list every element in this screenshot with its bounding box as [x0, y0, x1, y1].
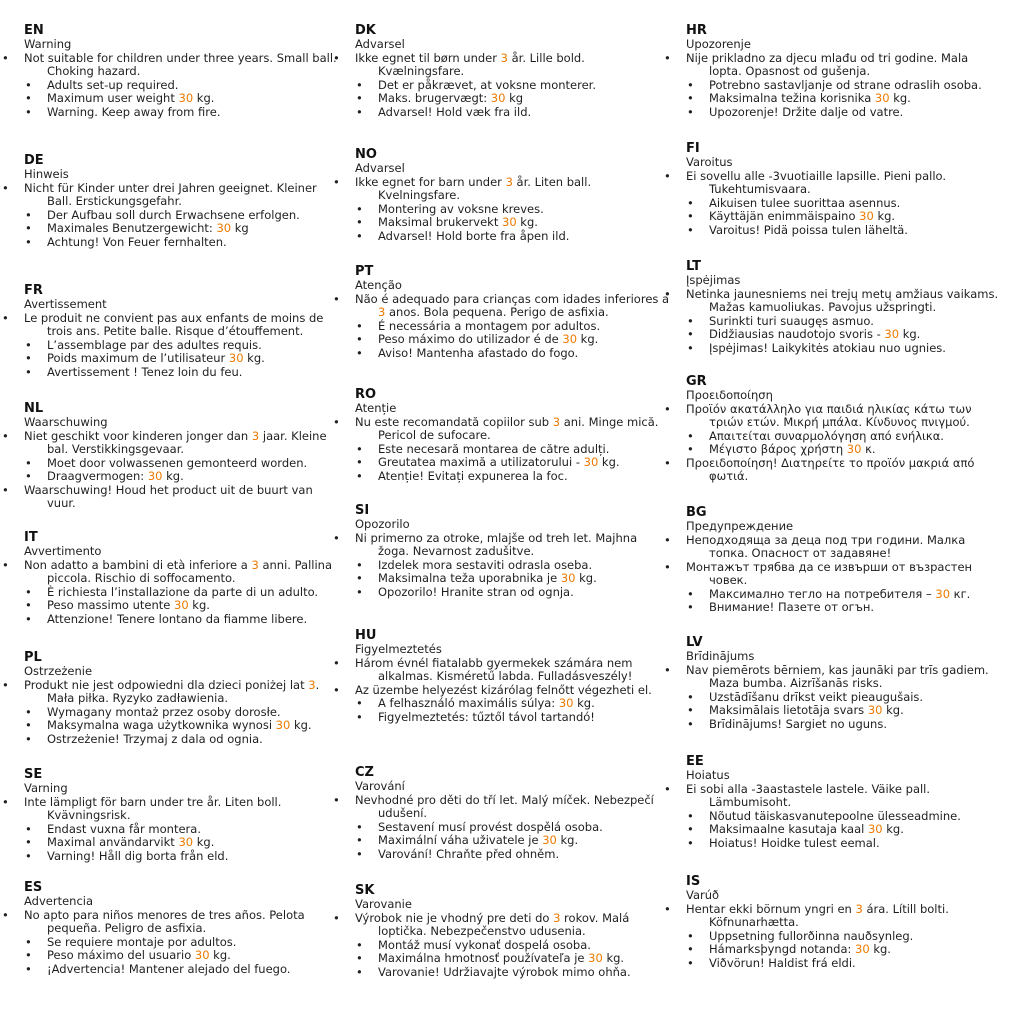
- section-ee: [686, 755, 1002, 850]
- highlighted-number: 30: [174, 598, 189, 612]
- warning-heading: Varning: [24, 781, 68, 795]
- warning-item: • A felhasználó maximális súlya: 30 kg.: [355, 697, 671, 711]
- section-si: [355, 504, 671, 599]
- warning-item: • Προϊόν ακατάλληλο για παιδιά ηλικίας κάτω των τριών ετών. Μικρή μπάλα. Κίνδυνος πνιγμού.: [686, 403, 1002, 430]
- warning-item: • Nõutud täiskasvanutepoolne ülesseadmine.: [686, 810, 1002, 824]
- warning-item: • Maks. brugervægt: 30 kg: [355, 92, 671, 106]
- highlighted-number: 30: [867, 822, 883, 836]
- highlighted-number: 30: [216, 221, 232, 235]
- warning-item: • Maximální váha uživatele je 30 kg.: [355, 834, 671, 848]
- warning-item: • Maximales Benutzergewicht: 30 kg: [24, 222, 340, 236]
- warning-item: • Montering av voksne kreves.: [355, 203, 671, 217]
- section-no: [355, 148, 671, 243]
- warning-heading: Προειδοποίηση: [686, 388, 773, 402]
- highlighted-number: 3: [553, 910, 561, 925]
- language-code: ES: [24, 880, 43, 895]
- warning-item: • Der Aufbau soll durch Erwachsene erfolgen.: [24, 209, 340, 223]
- warning-heading: Avertissement: [24, 297, 107, 311]
- warning-item: • Προειδοποίηση! Διατηρείτε το προϊόν μακριά από φωτιά.: [686, 457, 1002, 484]
- warning-item: • Απαιτείται συναρμολόγηση από ενήλικα.: [686, 430, 1002, 444]
- highlighted-number: 30: [562, 332, 578, 346]
- highlighted-number: 3: [251, 428, 260, 443]
- warning-item: • Nav piemērots bērniem, kas jaunāki par trīs gadiem. Maza bumba. Aizrīšanās risks.: [686, 664, 1002, 691]
- warning-item: • Moet door volwassenen gemonteerd worden.: [24, 457, 340, 471]
- warning-item: • Izdelek mora sestaviti odrasla oseba.: [355, 559, 671, 573]
- warning-heading: Hinweis: [24, 167, 69, 181]
- highlighted-number: 30: [194, 948, 210, 962]
- section-lv: [686, 636, 1002, 731]
- warning-item: • Montáž musí vykonať dospelá osoba.: [355, 939, 671, 953]
- warning-item: • Varning! Håll dig borta från eld.: [24, 850, 340, 864]
- warning-item: • Maksimālais lietotāja svars 30 kg.: [686, 704, 1002, 718]
- warning-heading: Atenção: [355, 278, 402, 292]
- highlighted-number: 30: [502, 215, 517, 229]
- warning-item: • Ostrzeżenie! Trzymaj z dala od ognia.: [24, 733, 340, 747]
- warning-item: • ¡Advertencia! Mantener alejado del fuego.: [24, 963, 340, 977]
- warning-item: • Ikke egnet for barn under 3 år. Liten ball. Kvelningsfare.: [355, 176, 671, 203]
- highlighted-number: 30: [558, 696, 574, 710]
- language-code: LT: [686, 259, 701, 274]
- warning-item: • Aikuisen tulee suorittaa asennus.: [686, 197, 1002, 211]
- warning-item: • Achtung! Von Feuer fernhalten.: [24, 236, 340, 250]
- warning-item: • Nevhodné pro děti do tří let. Malý míček. Nebezpečí udušení.: [355, 794, 671, 821]
- section-dk: [355, 24, 671, 119]
- warning-item: • Aviso! Mantenha afastado do fogo.: [355, 347, 671, 361]
- warning-heading: Advarsel: [355, 161, 405, 175]
- section-se: [24, 768, 340, 863]
- section-es: [24, 881, 340, 976]
- highlighted-number: 30: [846, 442, 862, 456]
- highlighted-number: 30: [178, 835, 194, 849]
- warning-item: • Atenție! Evitați expunerea la foc.: [355, 470, 671, 484]
- warning-item: • Advarsel! Hold borte fra åpen ild.: [355, 230, 671, 244]
- warning-item: • Figyelmeztetés: tűztől távol tartandó!: [355, 711, 671, 725]
- language-code: HU: [355, 628, 377, 643]
- warning-heading: Varování: [355, 779, 405, 793]
- warning-item: • Este necesară montarea de către adulți.: [355, 443, 671, 457]
- section-de: [24, 154, 340, 249]
- warning-item: • Varování! Chraňte před ohněm.: [355, 848, 671, 862]
- language-code: EE: [686, 754, 704, 769]
- language-code: LV: [686, 635, 703, 650]
- warning-item: • Μέγιστο βάρος χρήστη 30 κ.: [686, 443, 1002, 457]
- warning-heading: Upozorenje: [686, 37, 751, 51]
- warning-item: • È richiesta l’installazione da parte di un adulto.: [24, 586, 340, 600]
- warning-item: • Not suitable for children under three years. Small ball. Choking hazard.: [24, 52, 340, 79]
- warning-item: • Maximal användarvikt 30 kg.: [24, 836, 340, 850]
- section-lt: [686, 260, 1002, 355]
- warning-item: • Warning. Keep away from fire.: [24, 106, 340, 120]
- highlighted-number: 3: [855, 901, 863, 916]
- warning-item: • Монтажът трябва да се извърши от възрастен човек.: [686, 561, 1002, 588]
- warning-item: • Advarsel! Hold væk fra ild.: [355, 106, 671, 120]
- warning-item: • Maksimaalne kasutaja kaal 30 kg.: [686, 823, 1002, 837]
- section-fr: [24, 284, 340, 379]
- warning-item: • Максимално тегло на потребителя – 30 кг.: [686, 588, 1002, 602]
- section-ro: [355, 388, 671, 483]
- warning-item: • Upozorenje! Držite dalje od vatre.: [686, 106, 1002, 120]
- highlighted-number: 30: [178, 91, 194, 105]
- warning-item: • Viðvörun! Haldist frá eldi.: [686, 957, 1002, 971]
- highlighted-number: 3: [378, 305, 386, 319]
- warning-item: • Didžiausias naudotojo svoris - 30 kg.: [686, 328, 1002, 342]
- highlighted-number: 30: [935, 586, 951, 601]
- warning-heading: Предупреждение: [686, 519, 794, 533]
- warning-item: • Waarschuwing! Houd het product uit de buurt van vuur.: [24, 484, 340, 511]
- section-bg: [686, 506, 1002, 615]
- warning-item: • Nu este recomandată copiilor sub 3 ani. Minge mică. Pericol de sufocare.: [355, 416, 671, 443]
- warning-heading: Warning: [24, 37, 72, 51]
- warning-item: • Endast vuxna får montera.: [24, 823, 340, 837]
- language-code: FR: [24, 283, 43, 298]
- warning-item: • Se requiere montaje por adultos.: [24, 936, 340, 950]
- language-code: NO: [355, 147, 377, 162]
- warning-item: • Maximum user weight 30 kg.: [24, 92, 340, 106]
- language-code: HR: [686, 23, 707, 38]
- warning-item: • Netinka jaunesniems nei trejų metų amžiaus vaikams. Mažas kamuoliukas. Pavojus užspringti.: [686, 288, 1002, 315]
- highlighted-number: 30: [583, 455, 599, 469]
- section-gr: [686, 375, 1002, 484]
- highlighted-number: 30: [588, 951, 603, 965]
- warning-item: • Le produit ne convient pas aux enfants de moins de trois ans. Petite balle. Risque d’étouffement.: [24, 312, 340, 339]
- warning-heading: Hoiatus: [686, 768, 730, 782]
- warning-item: • Niet geschikt voor kinderen jonger dan 3 jaar. Kleine bal. Verstikkingsgevaar.: [24, 430, 340, 457]
- warning-item: • Sestavení musí provést dospělá osoba.: [355, 821, 671, 835]
- warning-item: • Maksimalna teža uporabnika je 30 kg.: [355, 572, 671, 586]
- language-code: CZ: [355, 765, 374, 780]
- warning-item: • Maksimalna težina korisnika 30 kg.: [686, 92, 1002, 106]
- language-code: IT: [24, 530, 38, 545]
- section-it: [24, 531, 340, 626]
- warning-item: • Varovanie! Udržiavajte výrobok mimo ohňa.: [355, 966, 671, 980]
- warning-item: • Az üzembe helyezést kizárólag felnőtt végezheti el.: [355, 684, 671, 698]
- highlighted-number: 30: [859, 209, 874, 223]
- section-pl: [24, 651, 340, 746]
- section-hr: [686, 24, 1002, 119]
- highlighted-number: 30: [542, 833, 557, 847]
- warning-item: • Неподходяща за деца под три години. Малка топка. Опасност от задавяне!: [686, 534, 1002, 561]
- language-code: DE: [24, 153, 44, 168]
- warning-heading: Advertencia: [24, 894, 94, 908]
- warning-item: • Wymagany montaż przez osoby dorosłe.: [24, 706, 340, 720]
- section-nl: [24, 402, 340, 511]
- warning-item: • Hoiatus! Hoidke tulest eemal.: [686, 837, 1002, 851]
- highlighted-number: 3: [505, 174, 513, 189]
- warning-item: • Käyttäjän enimmäispaino 30 kg.: [686, 210, 1002, 224]
- warning-item: • Ni primerno za otroke, mlajše od treh let. Majhna žoga. Nevarnost zadušitve.: [355, 532, 671, 559]
- warning-item: • Det er påkrævet, at voksne monterer.: [355, 79, 671, 93]
- warning-heading: Varúð: [686, 888, 720, 902]
- language-code: EN: [24, 23, 44, 38]
- highlighted-number: 3: [251, 557, 259, 572]
- language-code: DK: [355, 23, 376, 38]
- highlighted-number: 30: [147, 469, 163, 483]
- warning-item: • Peso massimo utente 30 kg.: [24, 599, 340, 613]
- warning-heading: Varovanie: [355, 897, 412, 911]
- warning-item: • Varoitus! Pidä poissa tulen läheltä.: [686, 224, 1002, 238]
- highlighted-number: 3: [552, 414, 561, 429]
- warning-item: • Attenzione! Tenere lontano da fiamme libere.: [24, 613, 340, 627]
- warning-item: • Uppsetning fullorðinna nauðsynleg.: [686, 930, 1002, 944]
- warning-heading: Varoitus: [686, 155, 733, 169]
- language-code: SE: [24, 767, 43, 782]
- highlighted-number: 30: [490, 91, 506, 105]
- warning-item: • Nicht für Kinder unter drei Jahren geeignet. Kleiner Ball. Erstickungsgefahr.: [24, 182, 340, 209]
- warning-item: • Avertissement ! Tenez loin du feu.: [24, 366, 340, 380]
- language-code: BG: [686, 505, 707, 520]
- highlighted-number: 30: [560, 571, 576, 585]
- language-code: SI: [355, 503, 370, 518]
- warning-item: • L’assemblage par des adultes requis.: [24, 339, 340, 353]
- warning-item: • Įspėjimas! Laikykitės atokiau nuo ugnies.: [686, 342, 1002, 356]
- section-cz: [355, 766, 671, 861]
- section-hu: [355, 629, 671, 724]
- section-sk: [355, 884, 671, 979]
- warning-item: • Внимание! Пазете от огън.: [686, 601, 1002, 615]
- warning-heading: Avvertimento: [24, 544, 102, 558]
- highlighted-number: 3: [308, 677, 316, 692]
- warning-heading: Atenție: [355, 401, 397, 415]
- warning-item: • Inte lämpligt för barn under tre år. Liten boll. Kvävningsrisk.: [24, 796, 340, 823]
- warning-item: • Poids maximum de l’utilisateur 30 kg.: [24, 352, 340, 366]
- warning-item: • Peso máximo do utilizador é de 30 kg.: [355, 333, 671, 347]
- warning-heading: Brīdinājums: [686, 649, 755, 663]
- warning-item: • Három évnél fiatalabb gyermekek számára nem alkalmas. Kisméretű labda. Fulladásveszély!: [355, 657, 671, 684]
- warning-item: • Surinkti turi suaugęs asmuo.: [686, 315, 1002, 329]
- section-fi: [686, 142, 1002, 237]
- highlighted-number: 30: [874, 91, 890, 105]
- language-code: NL: [24, 401, 44, 416]
- warning-item: • Opozorilo! Hranite stran od ognja.: [355, 586, 671, 600]
- warning-item: • Hentar ekki börnum yngri en 3 ára. Lítill bolti. Köfnunarhætta.: [686, 903, 1002, 930]
- warning-item: • Produkt nie jest odpowiedni dla dzieci poniżej lat 3. Mała piłka. Ryzyko zadławienia.: [24, 679, 340, 706]
- section-is: [686, 875, 1002, 970]
- warning-item: • Greutatea maximă a utilizatorului - 30 kg.: [355, 456, 671, 470]
- language-code: PL: [24, 650, 42, 665]
- warning-heading: Įspėjimas: [686, 273, 741, 287]
- language-code: SK: [355, 883, 375, 898]
- warning-item: • Draagvermogen: 30 kg.: [24, 470, 340, 484]
- warning-item: • Ei sovellu alle -3vuotiaille lapsille. Pieni pallo. Tukehtumisvaara.: [686, 170, 1002, 197]
- warning-item: • Uzstādīšanu drīkst veikt pieaugušais.: [686, 691, 1002, 705]
- warning-item: • Nije prikladno za djecu mlađu od tri godine. Mala lopta. Opasnost od gušenja.: [686, 52, 1002, 79]
- warning-item: • Maximálna hmotnosť používateľa je 30 kg.: [355, 952, 671, 966]
- highlighted-number: 30: [275, 718, 291, 732]
- warning-heading: Ostrzeżenie: [24, 664, 93, 678]
- warning-item: • Výrobok nie je vhodný pre deti do 3 rokov. Malá loptička. Nebezpečenstvo udusenia.: [355, 912, 671, 939]
- language-code: IS: [686, 874, 701, 889]
- warning-item: • Ei sobi alla -3aastastele lastele. Väike pall. Lämbumisoht.: [686, 783, 1002, 810]
- language-code: GR: [686, 374, 707, 389]
- section-pt: [355, 265, 671, 360]
- highlighted-number: 30: [867, 703, 883, 717]
- warning-item: • Ikke egnet til børn under 3 år. Lille bold. Kvælningsfare.: [355, 52, 671, 79]
- warning-item: • Maksimal brukervekt 30 kg.: [355, 216, 671, 230]
- warning-item: • Maksymalna waga użytkownika wynosi 30 kg.: [24, 719, 340, 733]
- language-code: RO: [355, 387, 377, 402]
- warning-item: • Adults set-up required.: [24, 79, 340, 93]
- warning-heading: Waarschuwing: [24, 415, 108, 429]
- warning-item: • No apto para niños menores de tres años. Pelota pequeña. Peligro de asfixia.: [24, 909, 340, 936]
- highlighted-number: 30: [228, 351, 244, 365]
- warning-item: • Não é adequado para crianças com idades inferiores a 3 anos. Bola pequena. Perigo de asfixia.: [355, 293, 671, 320]
- warning-heading: Figyelmeztetés: [355, 642, 442, 656]
- warning-item: • Peso máximo del usuario 30 kg.: [24, 949, 340, 963]
- highlighted-number: 30: [884, 327, 900, 341]
- warning-item: • Potrebno sastavljanje od strane odraslih osoba.: [686, 79, 1002, 93]
- language-code: PT: [355, 264, 374, 279]
- warning-item: • Brīdinājums! Sargiet no uguns.: [686, 718, 1002, 732]
- highlighted-number: 3: [500, 50, 508, 65]
- language-code: FI: [686, 141, 700, 156]
- warning-item: • Non adatto a bambini di età inferiore a 3 anni. Pallina piccola. Rischio di soffocamento.: [24, 559, 340, 586]
- section-en: [24, 24, 340, 119]
- warning-heading: Advarsel: [355, 37, 405, 51]
- highlighted-number: 30: [855, 942, 870, 956]
- warning-heading: Opozorilo: [355, 517, 410, 531]
- warning-item: • É necessária a montagem por adultos.: [355, 320, 671, 334]
- warning-item: • Hámarksþyngd notanda: 30 kg.: [686, 943, 1002, 957]
